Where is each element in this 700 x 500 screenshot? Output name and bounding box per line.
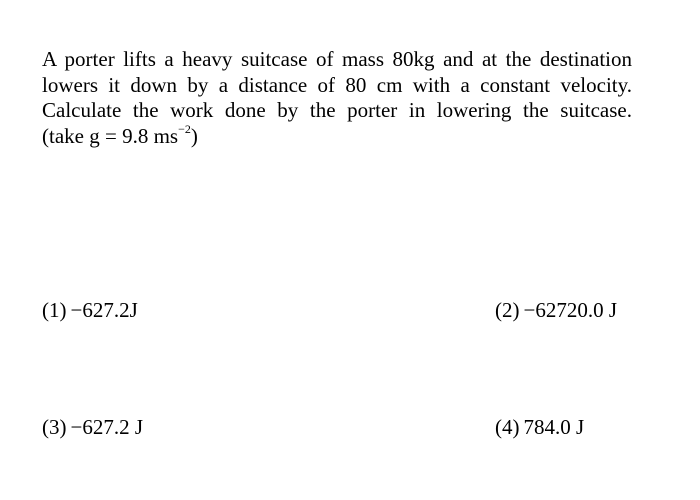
gravity-exponent: −2 — [178, 121, 191, 136]
option-2[interactable] — [495, 297, 617, 323]
option-number: (4) — [495, 415, 520, 439]
option-answer: −62720.0 J — [523, 298, 618, 322]
question-text — [42, 47, 632, 149]
option-4[interactable] — [495, 414, 584, 440]
question-line-4 — [42, 121, 632, 150]
option-number: (2) — [495, 298, 520, 322]
option-answer: −627.2J — [70, 298, 138, 322]
gravity-note-close: ) — [190, 123, 198, 148]
gravity-note: (take g = 9.8 ms — [42, 123, 179, 148]
option-answer: −627.2 J — [70, 415, 144, 439]
option-3[interactable] — [42, 414, 143, 440]
question-line-3: Calculate the work done by the porter in lowering the suitcase. — [42, 98, 632, 122]
option-1[interactable] — [42, 297, 138, 323]
question-line-2: lowers it down by a distance of 80 cm with a constant velocity. — [42, 72, 632, 97]
option-number: (1) — [42, 298, 67, 322]
option-answer: 784.0 J — [523, 415, 585, 439]
question-line-1: A porter lifts a heavy suitcase of mass 80kg and at the destination — [42, 47, 632, 71]
option-number: (3) — [42, 415, 67, 439]
